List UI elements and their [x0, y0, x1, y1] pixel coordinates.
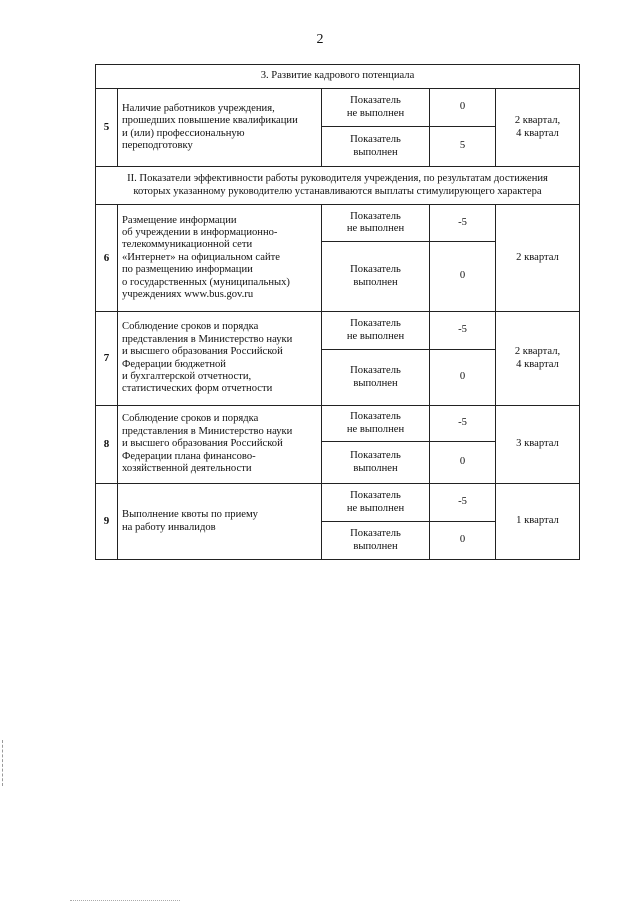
status-line: Показатель [350, 134, 401, 146]
score-not-met: 0 [430, 89, 496, 127]
period-line: 2 квартал, [514, 346, 561, 358]
row-description [118, 205, 322, 312]
score-not-met: -5 [430, 205, 496, 242]
status-line: Показатель [350, 318, 401, 330]
status-not-met [322, 484, 430, 522]
period-line: 4 квартал [516, 127, 559, 139]
period-line: 2 квартал, [514, 115, 561, 127]
page-number: 2 [316, 32, 324, 47]
status-line: выполнен [353, 276, 398, 288]
period-line: 3 квартал [516, 438, 559, 450]
description-line: статистических форм отчетности [122, 383, 273, 395]
description-line: учреждениях www.bus.gov.ru [122, 289, 254, 301]
status-line: Показатель [350, 528, 401, 540]
description-line: по размещению информации [122, 264, 253, 276]
row-number: 8 [96, 406, 118, 484]
description-line: Размещение информации [122, 214, 237, 226]
status-met [322, 350, 430, 406]
status-line: Показатель [350, 411, 401, 423]
score-met: 0 [430, 522, 496, 560]
status-not-met [322, 89, 430, 127]
description-line: и (или) профессиональную [122, 127, 245, 139]
section-II-title [96, 167, 580, 205]
status-line: не выполнен [346, 223, 405, 234]
status-line: не выполнен [346, 502, 405, 514]
status-line: Показатель [350, 264, 401, 276]
description-line: Наличие работников учреждения, [122, 102, 275, 114]
description-line: на работу инвалидов [122, 521, 216, 533]
row-number: 7 [96, 312, 118, 406]
status-line: не выполнен [346, 423, 405, 435]
status-met [322, 242, 430, 312]
row-description [118, 406, 322, 484]
description-line: телекоммуникационной сети [122, 239, 253, 251]
section-II-title-line: которых указанному руководителю устанавливаются выплаты стимулирующего характера [133, 185, 542, 197]
description-line: представления в Министерство науки [122, 333, 293, 345]
description-line: Федерации бюджетной [122, 358, 226, 370]
description-line: и высшего образования Российской [122, 346, 283, 358]
section-3-title: 3. Развитие кадрового потенциала [96, 65, 580, 89]
score-met: 5 [430, 127, 496, 167]
reporting-period [496, 406, 580, 484]
reporting-period [496, 484, 580, 560]
period-line: 4 квартал [516, 358, 559, 370]
status-line: Показатель [350, 365, 401, 377]
status-line: Показатель [350, 95, 401, 107]
period-line: 1 квартал [516, 515, 559, 527]
table-row [96, 89, 580, 127]
score-not-met: -5 [430, 484, 496, 522]
status-met [322, 127, 430, 167]
score-not-met: -5 [430, 312, 496, 350]
indicators-table [95, 64, 580, 560]
row-number: 9 [96, 484, 118, 560]
reporting-period [496, 205, 580, 312]
reporting-period [496, 89, 580, 167]
description-line: прошедших повышение квалификации [122, 115, 298, 127]
description-line: «Интернет» на официальном сайте [122, 251, 280, 263]
scan-bottom-mark [70, 900, 180, 901]
section-3-header-row [96, 65, 580, 89]
status-line: Показатель [350, 210, 401, 222]
row-description [118, 312, 322, 406]
description-line: Соблюдение сроков и порядка [122, 413, 259, 425]
status-line: не выполнен [346, 107, 405, 119]
row-number: 6 [96, 205, 118, 312]
status-line: выполнен [353, 377, 398, 389]
status-line: Показатель [350, 490, 401, 502]
status-not-met [322, 406, 430, 442]
status-line: выполнен [353, 462, 398, 474]
status-line: не выполнен [346, 330, 405, 342]
status-line: выполнен [353, 540, 398, 552]
status-line: Показатель [350, 450, 401, 462]
status-line: выполнен [353, 146, 398, 158]
status-met [322, 522, 430, 560]
table-row [96, 312, 580, 350]
table-row [96, 406, 580, 442]
description-line: Соблюдение сроков и порядка [122, 321, 259, 333]
table-row [96, 484, 580, 522]
section-II-header-row [96, 167, 580, 205]
section-II-title-line: II. Показатели эффективности работы руководителя учреждения, по результатам достижения [127, 173, 548, 185]
score-not-met: -5 [430, 406, 496, 442]
scan-margin-mark [2, 740, 4, 786]
description-line: и бухгалтерской отчетности, [122, 370, 252, 382]
status-met [322, 442, 430, 484]
score-met: 0 [430, 442, 496, 484]
status-not-met [322, 205, 430, 242]
description-line: и высшего образования Российской [122, 438, 283, 450]
description-line: о государственных (муниципальных) [122, 276, 290, 288]
row-number: 5 [96, 89, 118, 167]
status-not-met [322, 312, 430, 350]
score-met: 0 [430, 350, 496, 406]
reporting-period [496, 312, 580, 406]
description-line: Федерации плана финансово- [122, 450, 256, 462]
description-line: хозяйственной деятельности [122, 463, 252, 475]
description-line: представления в Министерство науки [122, 425, 293, 437]
table-row [96, 205, 580, 242]
description-line: Выполнение квоты по приему [122, 509, 258, 521]
description-line: переподготовку [122, 139, 193, 151]
period-line: 2 квартал [516, 251, 559, 263]
description-line: об учреждении в информационно- [122, 226, 278, 238]
score-met: 0 [430, 242, 496, 312]
row-description [118, 484, 322, 560]
row-description [118, 89, 322, 167]
